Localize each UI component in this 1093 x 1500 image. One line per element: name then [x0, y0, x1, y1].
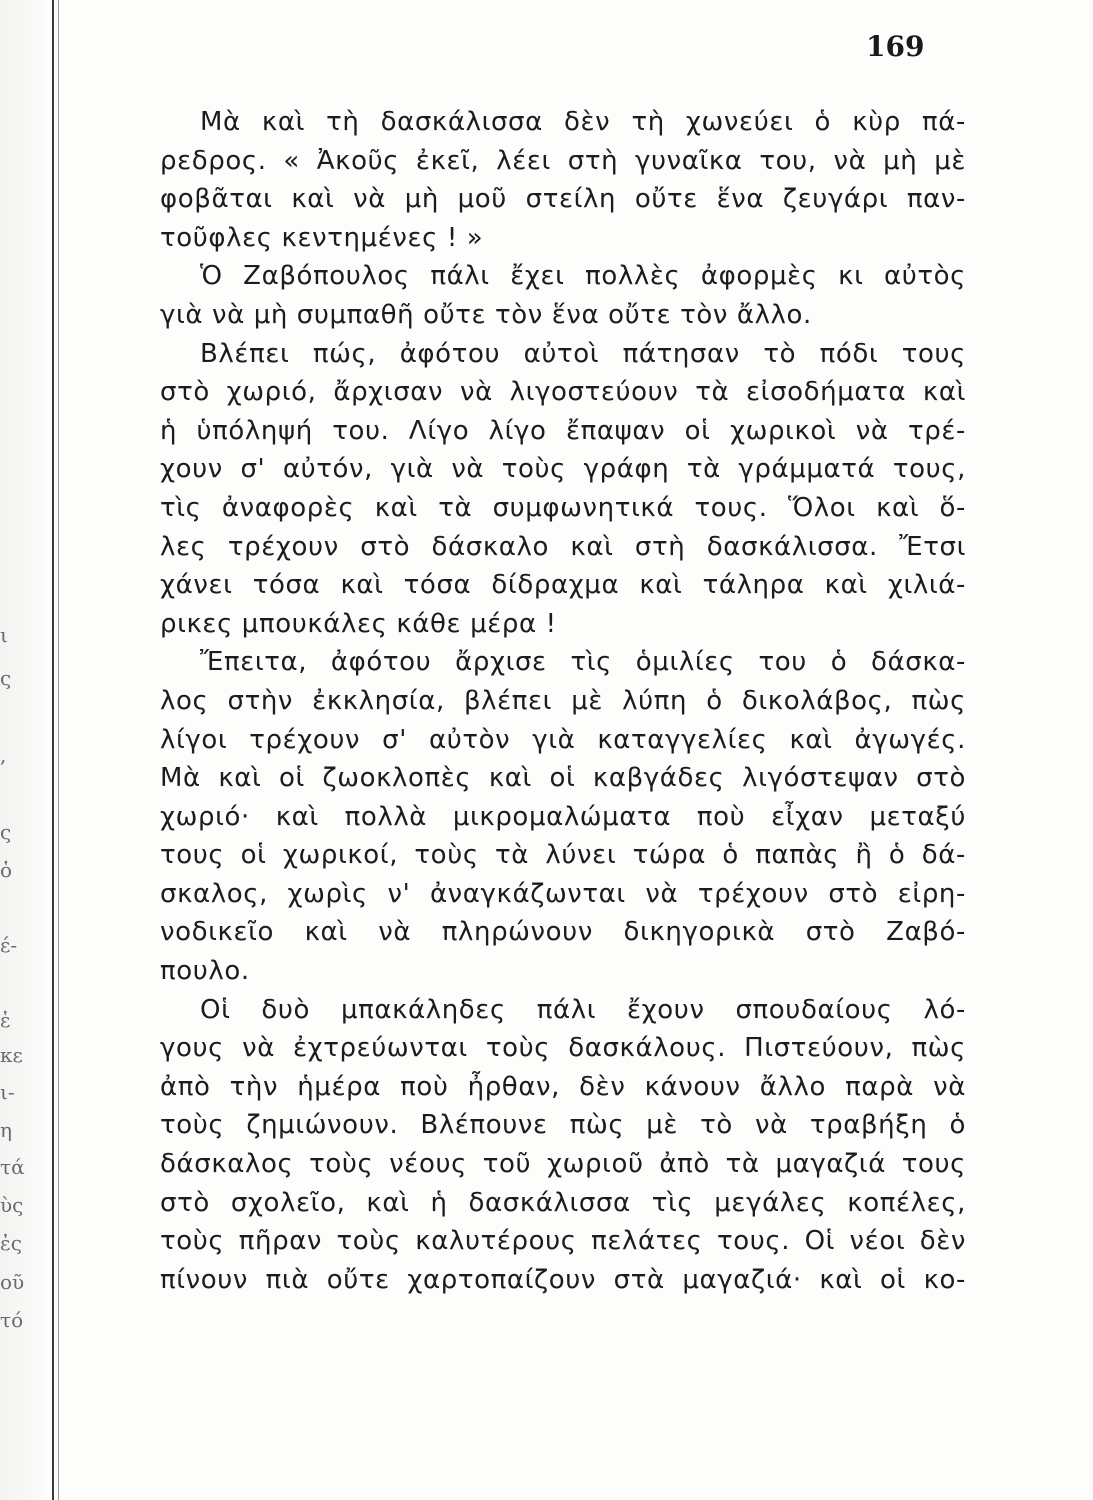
- text-line: Μὰ καὶ οἱ ζωοκλοπὲς καὶ οἱ καβγάδες λιγόστεψαν στὸ: [160, 763, 966, 794]
- margin-bleed-text: η: [0, 1118, 12, 1142]
- margin-bleed-text: οῦ: [0, 1270, 25, 1294]
- text-line: πουλο.: [160, 956, 250, 987]
- margin-bleed-text: ς: [0, 820, 12, 844]
- text-line: Βλέπει πώς, ἀφότου αὐτοὶ πάτησαν τὸ πόδι τους: [200, 338, 966, 369]
- text-line: πίνουν πιὰ οὔτε χαρτοπαίζουν στὰ μαγαζιά· καὶ οἱ κο-: [160, 1264, 966, 1295]
- text-line: ἀπὸ τὴν ἡμέρα ποὺ ἦρθαν, δὲν κάνουν ἄλλο παρὰ νὰ: [160, 1071, 966, 1102]
- text-line: λίγοι τρέχουν σ' αὐτὸν γιὰ καταγγελίες καὶ ἀγωγές.: [160, 724, 966, 755]
- margin-bleed-text: ,: [0, 743, 7, 767]
- margin-bleed-text: ὁ: [0, 858, 13, 882]
- text-line: στὸ χωριό, ἄρχισαν νὰ λιγοστεύουν τὰ εἰσοδήματα καὶ: [160, 377, 966, 408]
- margin-bleed-text: ἑ: [0, 1008, 11, 1032]
- text-line: νοδικεῖο καὶ νὰ πληρώνουν δικηγορικὰ στὸ Ζαβό-: [160, 917, 966, 948]
- text-line: χωριό· καὶ πολλὰ μικρομαλώματα ποὺ εἶχαν μεταξύ: [160, 801, 966, 832]
- margin-bleed-text: ι-: [0, 1080, 15, 1104]
- text-line: τους οἱ χωρικοί, τοὺς τὰ λύνει τώρα ὁ παπὰς ἢ ὁ δά-: [160, 840, 966, 871]
- binding-gutter: [0, 0, 52, 1500]
- text-line: γιὰ νὰ μὴ συμπαθῆ οὔτε τὸν ἕνα οὔτε τὸν ἄλλο.: [160, 299, 812, 330]
- page-number: 169: [866, 30, 925, 63]
- margin-bleed-text: κε: [0, 1043, 23, 1067]
- text-line: χουν σ' αὐτόν, γιὰ νὰ τοὺς γράφη τὰ γράμματά τους,: [160, 454, 966, 485]
- text-line: χάνει τόσα καὶ τόσα δίδραχμα καὶ τάληρα καὶ χιλιά-: [160, 570, 966, 601]
- text-line: τοὺς ζημιώνουν. Βλέπουνε πὼς μὲ τὸ νὰ τραβήξη ὁ: [160, 1110, 966, 1141]
- margin-bleed-text: ὺς: [0, 1193, 24, 1217]
- text-line: λος στὴν ἐκκλησία, βλέπει μὲ λύπη ὁ δικολάβος, πὼς: [160, 685, 966, 716]
- body-text: [160, 103, 966, 1299]
- text-line: ἡ ὑπόληψή του. Λίγο λίγο ἔπαψαν οἱ χωρικοὶ νὰ τρέ-: [160, 415, 966, 446]
- binding-edge: [52, 0, 54, 1500]
- text-line: ρικες μπουκάλες κάθε μέρα !: [160, 608, 557, 639]
- text-line: Οἱ δυὸ μπακάληδες πάλι ἔχουν σπουδαίους λό-: [200, 994, 966, 1025]
- margin-bleed-text: τά: [0, 1155, 25, 1179]
- text-line: Ὁ Ζαβόπουλος πάλι ἔχει πολλὲς ἀφορμὲς κι αὐτὸς: [200, 261, 966, 292]
- text-line: Μὰ καὶ τὴ δασκάλισσα δὲν τὴ χωνεύει ὁ κὺρ πά-: [200, 107, 966, 137]
- text-line: Ἔπειτα, ἀφότου ἄρχισε τὶς ὁμιλίες του ὁ δάσκα-: [200, 647, 966, 678]
- text-line: φοβᾶται καὶ νὰ μὴ μοῦ στείλη οὔτε ἕνα ζευγάρι παν-: [160, 184, 966, 215]
- binding-edge-shadow: [58, 0, 59, 1500]
- margin-bleed-text: ἐς: [0, 1231, 22, 1255]
- margin-bleed-text: έ-: [0, 933, 18, 957]
- text-line: σκαλος, χωρὶς ν' ἀναγκάζωνται νὰ τρέχουν στὸ εἰρη-: [160, 878, 966, 909]
- text-line: λες τρέχουν στὸ δάσκαλο καὶ στὴ δασκάλισσα. Ἔτσι: [160, 531, 966, 562]
- text-line: δάσκαλος τοὺς νέους τοῦ χωριοῦ ἀπὸ τὰ μαγαζιά τους: [160, 1149, 966, 1180]
- text-line: τοῦφλες κεντημένες ! »: [160, 222, 484, 253]
- text-line: στὸ σχολεῖο, καὶ ἡ δασκάλισσα τὶς μεγάλες κοπέλες,: [160, 1187, 966, 1218]
- text-line: ρεδρος. « Ἀκοῦς ἐκεῖ, λέει στὴ γυναῖκα του, νὰ μὴ μὲ: [160, 145, 966, 176]
- text-line: τὶς ἀναφορὲς καὶ τὰ συμφωνητικά τους. Ὅλοι καὶ ὅ-: [160, 492, 966, 523]
- margin-bleed-text: ι: [0, 623, 8, 647]
- text-line: γους νὰ ἐχτρεύωνται τοὺς δασκάλους. Πιστεύουν, πὼς: [160, 1033, 966, 1064]
- margin-bleed-text: ς: [0, 666, 12, 690]
- text-line: τοὺς πῆραν τοὺς καλυτέρους πελάτες τους. Οἱ νέοι δὲν: [160, 1226, 966, 1257]
- margin-bleed-text: τό: [0, 1308, 24, 1332]
